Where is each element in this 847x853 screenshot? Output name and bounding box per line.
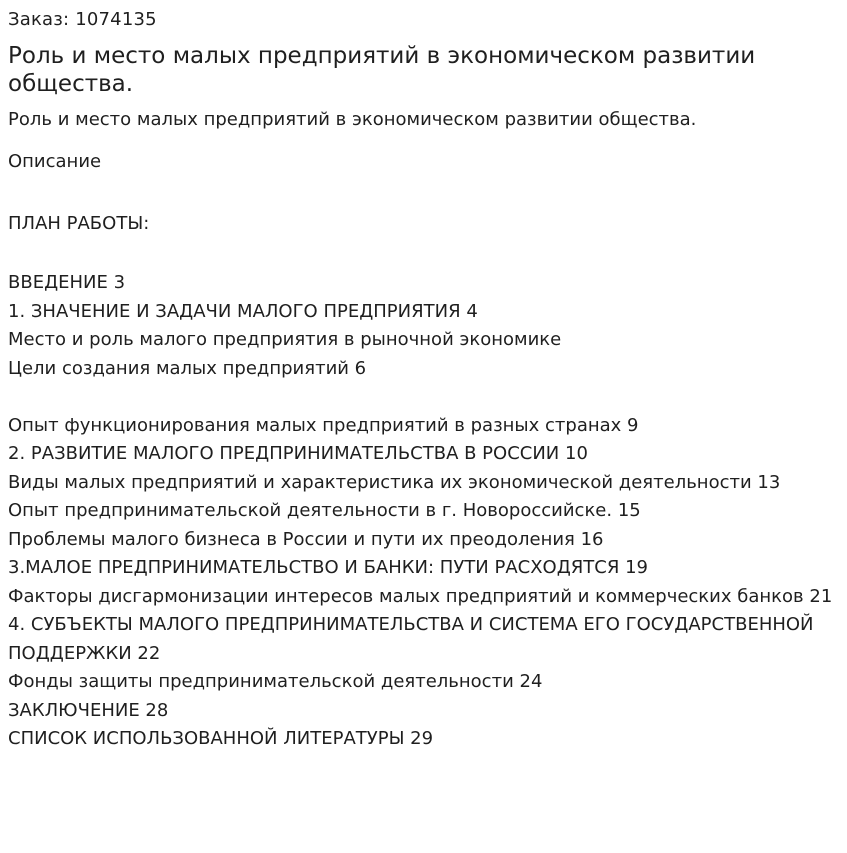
toc-item-bibliography: СПИСОК ИСПОЛЬЗОВАННОЙ ЛИТЕРАТУРЫ 29 xyxy=(8,728,434,749)
toc-item: Опыт предпринимательской деятельности в г. Новороссийске. 15 xyxy=(8,500,641,521)
page-title: Роль и место малых предприятий в экономическом развитии общества. xyxy=(8,43,756,97)
toc-item: Виды малых предприятий и характеристика их экономической деятельности 13 xyxy=(8,471,781,493)
toc-item-introduction: ВВЕДЕНИЕ 3 xyxy=(8,272,126,293)
toc-item-chapter-2: 2. РАЗВИТИЕ МАЛОГО ПРЕДПРИНИМАТЕЛЬСТВА В РОССИИ 10 xyxy=(8,443,588,464)
toc-item: Цели создания малых предприятий 6 xyxy=(8,357,367,379)
toc-item: Фонды защиты предпринимательской деятельности 24 xyxy=(8,671,543,692)
toc-item-chapter-1: 1. ЗНАЧЕНИЕ И ЗАДАЧИ МАЛОГО ПРЕДПРИЯТИЯ 4 xyxy=(8,300,478,322)
table-of-contents xyxy=(8,269,839,754)
plan-heading: ПЛАН РАБОТЫ: xyxy=(8,213,150,234)
toc-item: Проблемы малого бизнеса в России и пути их преодоления 16 xyxy=(8,528,604,550)
toc-item: Место и роль малого предприятия в рыночной экономике xyxy=(8,329,562,350)
toc-item: Факторы дисгармонизации интересов малых предприятий и коммерческих банков 21 xyxy=(8,585,833,607)
toc-item-chapter-3: 3.МАЛОЕ ПРЕДПРИНИМАТЕЛЬСТВО И БАНКИ: ПУТИ РАСХОДЯТСЯ 19 xyxy=(8,557,648,578)
toc-item-chapter-4: 4. СУБЪЕКТЫ МАЛОГО ПРЕДПРИНИМАТЕЛЬСТВА И СИСТЕМА ЕГО ГОСУДАРСТВЕННОЙ ПОДДЕРЖКИ 22 xyxy=(8,614,814,664)
toc-item: Опыт функционирования малых предприятий в разных странах 9 xyxy=(8,414,639,436)
order-number: Заказ: 1074135 xyxy=(8,9,157,30)
description-heading: Описание xyxy=(8,151,102,172)
toc-item-conclusion: ЗАКЛЮЧЕНИЕ 28 xyxy=(8,699,169,721)
page-subtitle: Роль и место малых предприятий в экономическом развитии общества. xyxy=(8,109,697,130)
